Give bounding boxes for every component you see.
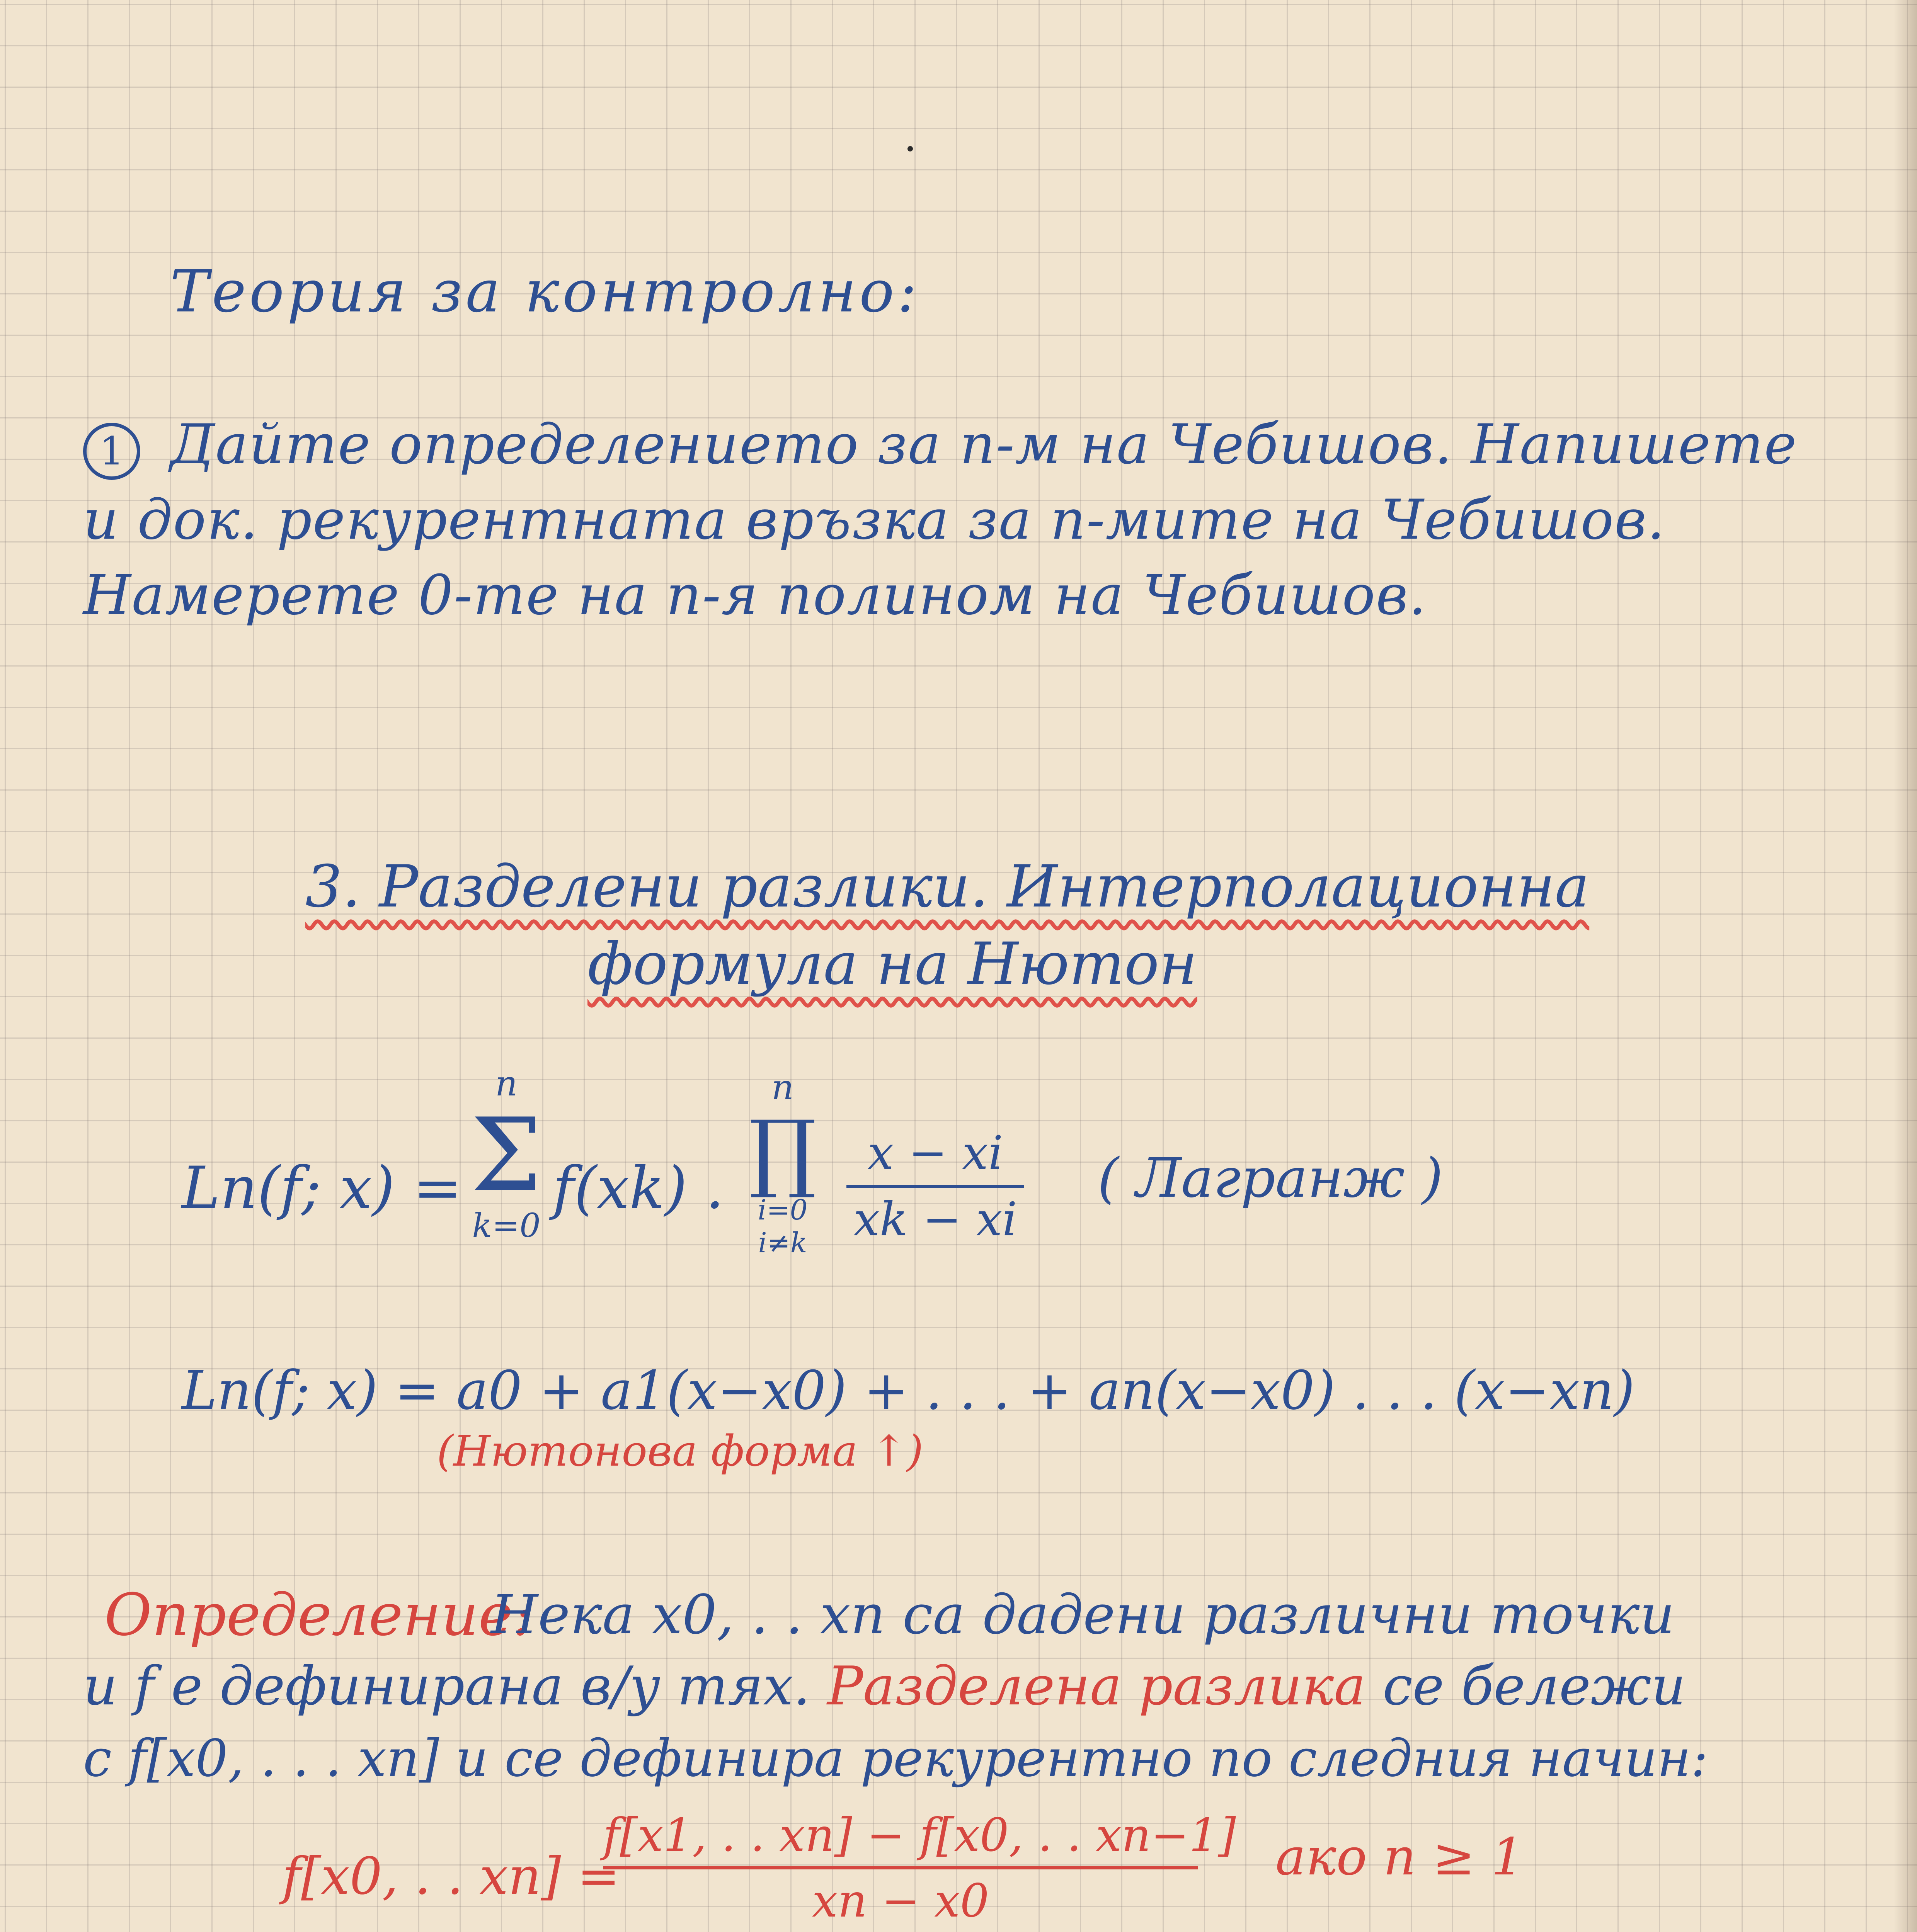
product-lower-limit-2: i≠k: [758, 1226, 807, 1259]
section-title-line-1: 3. Разделени разлики. Интерполационна: [305, 853, 1590, 920]
lagrange-label: ( Лагранж ): [1098, 1147, 1443, 1210]
question-number: [83, 419, 140, 480]
page-heading: Теория за контролно:: [170, 258, 920, 325]
definition-denominator: xn − x0: [812, 1874, 989, 1927]
definition-line-2-start: и f е дефинирана в/у тях.: [83, 1655, 810, 1717]
lagrange-denominator: xk − xi: [853, 1193, 1017, 1247]
newton-form-formula: Ln(f; x) = a0 + a1(x−x0) + . . . + an(x−x0) . . . (x−xn): [182, 1359, 1635, 1422]
sum-lower-limit: k=0: [472, 1207, 541, 1245]
question-line-3: Намерете 0-те на п-я полином на Чебишов.: [83, 563, 1427, 627]
definition-line-3: с f[x0, . . . xn] и се дефинира рекурентно по следния начин:: [83, 1729, 1708, 1788]
section-title-line-2: формула на Нютон: [587, 930, 1197, 998]
ink-dot: [907, 146, 913, 151]
question-line-1: Дайте определението за п-м на Чебишов. Напишете: [170, 413, 1798, 476]
sum-upper-limit: n: [495, 1063, 518, 1104]
definition-line-2-end: се бележи: [1382, 1655, 1686, 1717]
divided-difference-term: Разделена разлика: [827, 1655, 1366, 1717]
definition-numerator: f[x1, . . xn] − f[x0, . . xn−1]: [603, 1808, 1236, 1862]
product-symbol: ∏: [749, 1102, 817, 1201]
lagrange-fraction: [846, 1126, 1024, 1247]
definition-line-2: [83, 1655, 1686, 1717]
product-upper-limit: n: [771, 1067, 794, 1108]
lagrange-numerator: x − xi: [867, 1126, 1003, 1180]
page-edge-shadow: [1894, 0, 1917, 1932]
product-lower-limit-1: i=0: [758, 1194, 808, 1226]
fraction-bar: [603, 1866, 1198, 1869]
newton-form-note: (Нютонова форма ↑): [437, 1426, 924, 1476]
definition-fraction: [603, 1808, 1236, 1927]
definition-condition: ако n ≥ 1: [1275, 1827, 1524, 1887]
lagrange-term: f(xk) .: [553, 1155, 724, 1222]
definition-lhs: f[x0, . . xn] =: [282, 1847, 620, 1906]
fraction-bar: [846, 1185, 1024, 1188]
lagrange-lhs: Ln(f; x) =: [182, 1155, 462, 1222]
sum-symbol: Σ: [471, 1097, 542, 1214]
question-line-2: и док. рекурентната връзка за п-мите на Чебишов.: [83, 488, 1665, 552]
definition-line-1: Нека x0, . . xn са дадени различни точки: [491, 1583, 1675, 1646]
question-number-badge: 1: [83, 423, 140, 480]
definition-label: Определение:: [104, 1582, 533, 1649]
